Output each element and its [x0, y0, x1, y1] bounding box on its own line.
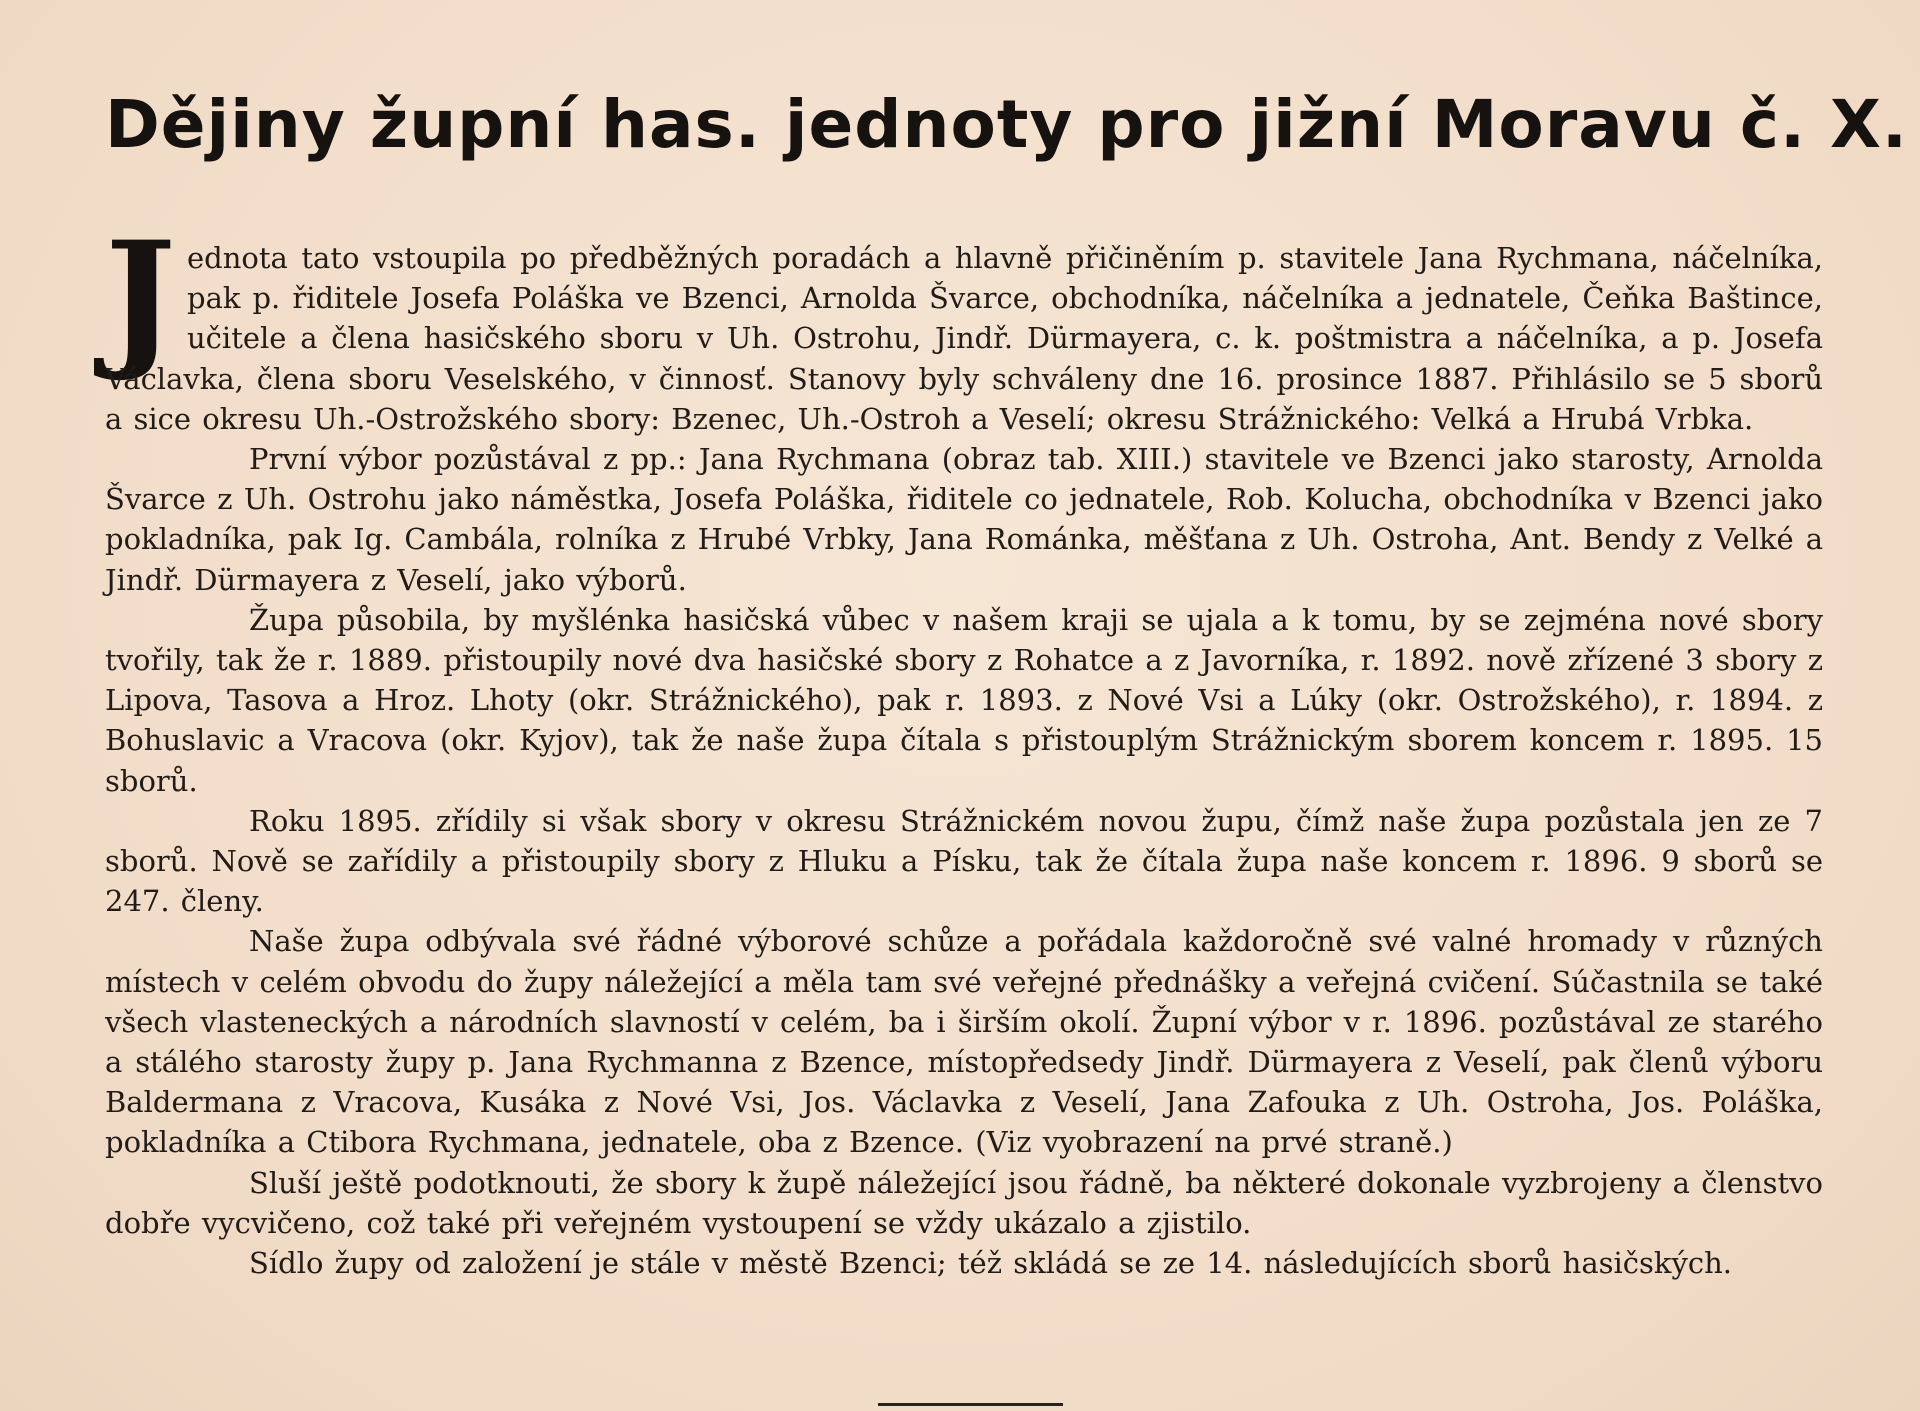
closing-rule-divider — [878, 1403, 1063, 1406]
paragraph-5: Naše župa odbývala své řádné výborové schůze a pořádala každoročně své valné hromady v různých místech v celém obvodu do župy náležející a měla tam své veřejné přednášky a veřejná cvičení. Súčastnila se také všech vlasteneckých a národních slavností v celém, ba i širším okolí. Župní výbor v r. 1896. pozůstával ze starého a stálého starosty župy p. Jana Rychmanna z Bzence, místopředsedy Jindř. Dürmayera z Veselí, pak členů výboru Baldermana z Vracova, Kusáka z Nové Vsi, Jos. Václavka z Veselí, Jana Zafouka z Uh. Ostroha, Jos. Poláška, pokladníka a Ctibora Rychmana, jednatele, oba z Bzence. (Viz vyobrazení na prvé straně.) — [105, 924, 1823, 1160]
paragraph-7: Sídlo župy od založení je stále v městě Bzenci; též skládá se ze 14. následujících sborů hasičských. — [249, 1246, 1733, 1281]
drop-cap: J — [105, 209, 176, 385]
paragraph-3: Župa působila, by myšlénka hasičská vůbec v našem kraji se ujala a k tomu, by se zejména nové sbory tvořily, tak že r. 1889. přistoupily nové dva hasičské sbory z Rohatce a z Javorníka, r. 1892. nově zřízené 3 sbory z Lipova, Tasova a Hroz. Lhoty (okr. Strážnického), pak r. 1893. z Nové Vsi a Lúky (okr. Ostrožského), r. 1894. z Bohuslavic a Vracova (okr. Kyjov), tak že naše župa čítala s přistouplým Strážnickým sborem koncem r. 1895. 15 sborů. — [105, 602, 1823, 798]
paragraph-1-text: ednota tato vstoupila po předběžných poradách a hlavně přičiněním p. stavitele Jana Rychmana, náčelníka, pak p. řiditele Josefa Poláška ve Bzenci, Arnolda Švarce, obchodníka, náčelníka a jednatele, Čeňka Baštince, učitele a člena hasičského sboru v Uh. Ostrohu, Jindř. Dürmayera, c. k. poštmistra a náčelníka, a p. Josefa Václavka, člena sboru Veselského, v činnosť. Stanovy byly schváleny dne 16. prosince 1887. Přihlásilo se 5 sborů a sice okresu Uh.-Ostrožského sbory: Bzenec, Uh.-Ostroh a Veselí; okresu Strážnického: Velká a Hrubá Vrbka. — [105, 241, 1823, 436]
paragraph-2: První výbor pozůstával z pp.: Jana Rychmana (obraz tab. XIII.) stavitele ve Bzenci jako starosty, Arnolda Švarce z Uh. Ostrohu jako náměstka, Josefa Poláška, řiditele co jednatele, Rob. Kolucha, obchodníka v Bzenci jako pokladníka, pak Ig. Cambála, rolníka z Hrubé Vrbky, Jana Románka, měšťana z Uh. Ostroha, Ant. Bendy z Velké a Jindř. Dürmayera z Veselí, jako výborů. — [105, 442, 1823, 597]
paragraph-6: Sluší ještě podotknouti, že sbory k župě náležející jsou řádně, ba některé dokonale vyzbrojeny a členstvo dobře vycvičeno, což také při veřejném vystoupení se vždy ukázalo a zjistilo. — [105, 1165, 1823, 1240]
page-title: Dějiny župní has. jednoty pro jižní Moravu č. X. — [105, 86, 1908, 163]
paragraph-1 — [105, 209, 1823, 439]
paragraph-4: Roku 1895. zřídily si však sbory v okresu Strážnickém novou župu, čímž naše župa pozůstala jen ze 7 sborů. Nově se zařídily a přistoupily sbory z Hluku a Písku, tak že čítala župa naše koncem r. 1896. 9 sborů se 247. členy. — [105, 803, 1823, 919]
article-body — [105, 209, 1823, 1283]
